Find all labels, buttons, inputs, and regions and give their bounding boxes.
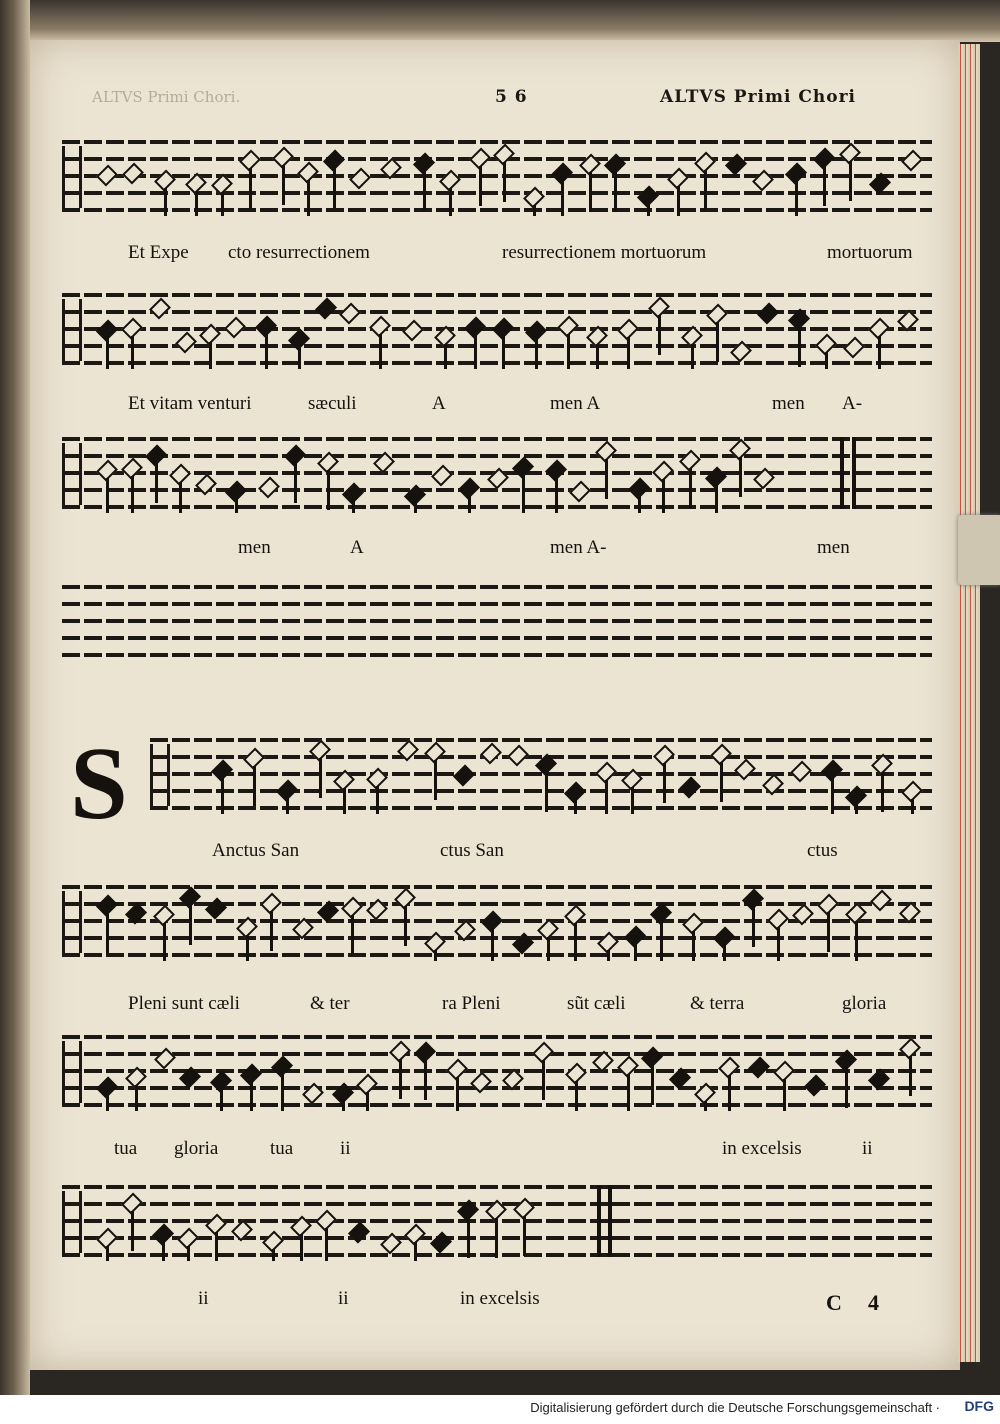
lyric-syllable: Anctus San	[212, 840, 300, 861]
note-stem	[249, 168, 252, 208]
note-stem	[575, 1081, 578, 1111]
note-stem	[342, 1101, 345, 1111]
note-stem	[424, 1060, 427, 1100]
note-stem	[881, 772, 884, 812]
lyric-line-6	[62, 993, 932, 1023]
note-stem	[689, 468, 692, 508]
page-number: 5 6	[495, 87, 528, 107]
note-stem	[272, 1249, 275, 1261]
lyric-syllable: men A	[550, 393, 601, 414]
lyric-syllable: ii	[338, 1288, 349, 1309]
note-stem	[221, 192, 224, 216]
c-clef-icon	[62, 146, 82, 208]
lyric-syllable: ctus	[807, 840, 838, 861]
note-stem	[647, 204, 650, 216]
note-stem	[479, 166, 482, 206]
note-stem	[135, 1085, 138, 1111]
final-barline	[840, 437, 844, 509]
note-stem	[319, 758, 322, 798]
note-stem	[627, 1074, 630, 1111]
lyric-syllable: & terra	[690, 993, 745, 1014]
note-stem	[547, 937, 550, 961]
lyric-line-3	[62, 537, 932, 567]
note-stem	[162, 1242, 165, 1261]
show-through-header: ALTVS Primi Chori.	[92, 88, 241, 106]
note-stem	[325, 1228, 328, 1261]
music-page	[30, 40, 960, 1370]
note-stem	[663, 763, 666, 803]
note-stem	[434, 760, 437, 800]
note-stem	[849, 161, 852, 201]
note-stem	[434, 950, 437, 961]
note-stem	[752, 907, 755, 947]
lyric-syllable: gloria	[174, 1138, 219, 1159]
note-stem	[307, 180, 310, 216]
c-clef-icon	[150, 744, 170, 806]
note-stem	[265, 334, 268, 369]
dfg-logo: DFG	[964, 1398, 994, 1414]
lyric-syllable: tua	[270, 1138, 294, 1159]
lyric-syllable: ra Pleni	[442, 993, 501, 1014]
note-stem	[589, 172, 592, 212]
note-stem	[878, 336, 881, 369]
note-stem	[352, 501, 355, 513]
signature-number: 4	[868, 1290, 879, 1315]
note-stem	[282, 165, 285, 205]
note-stem	[542, 1060, 545, 1100]
lyric-syllable: ii	[340, 1138, 351, 1159]
lyric-syllable: tua	[114, 1138, 138, 1159]
note-stem	[343, 788, 346, 814]
book-binding	[0, 0, 30, 1395]
lyric-line-2	[62, 393, 932, 423]
note-stem	[692, 931, 695, 961]
note-stem	[351, 915, 354, 955]
note-stem	[131, 336, 134, 369]
note-stem	[456, 1077, 459, 1111]
note-stem	[246, 935, 249, 961]
note-stem	[728, 1075, 731, 1111]
note-stem	[739, 457, 742, 497]
note-stem	[911, 799, 914, 814]
note-stem	[106, 338, 109, 369]
note-stem	[187, 1246, 190, 1261]
note-stem	[651, 1065, 654, 1105]
note-stem	[638, 496, 641, 513]
note-stem	[491, 929, 494, 961]
note-stem	[567, 334, 570, 369]
lyric-syllable: A	[350, 537, 364, 558]
note-stem	[704, 170, 707, 210]
lyric-syllable: men	[238, 537, 271, 558]
note-stem	[399, 1059, 402, 1099]
note-stem	[235, 499, 238, 513]
lyric-syllable: sæculi	[308, 393, 357, 414]
lyric-syllable: Pleni sunt cæli	[128, 993, 240, 1014]
note-stem	[106, 478, 109, 513]
note-stem	[163, 923, 166, 961]
note-stem	[195, 191, 198, 216]
note-stem	[631, 787, 634, 814]
lyric-syllable: in excelsis	[722, 1138, 802, 1159]
note-stem	[131, 476, 134, 513]
final-barline	[597, 1185, 601, 1257]
note-stem	[253, 766, 256, 806]
note-stem	[414, 503, 417, 513]
lyric-syllable: men A-	[550, 537, 607, 558]
note-stem	[634, 944, 637, 961]
note-stem	[677, 186, 680, 216]
note-stem	[379, 334, 382, 369]
note-stem	[179, 482, 182, 513]
note-stem	[605, 780, 608, 814]
note-stem	[798, 327, 801, 367]
note-stem	[827, 912, 830, 952]
lyric-syllable: ctus San	[440, 840, 504, 861]
note-stem	[561, 181, 564, 216]
note-stem	[502, 336, 505, 369]
note-stem	[831, 778, 834, 814]
staff-lines	[62, 585, 932, 657]
note-stem	[691, 344, 694, 369]
lyric-syllable: Et vitam venturi	[128, 393, 252, 414]
note-stem	[327, 470, 330, 510]
note-stem	[474, 335, 477, 369]
signature-mark: C	[826, 1290, 842, 1315]
note-stem	[164, 188, 167, 216]
c-clef-icon	[62, 1191, 82, 1253]
final-barline	[852, 437, 856, 509]
c-clef-icon	[62, 299, 82, 361]
note-stem	[523, 1216, 526, 1256]
note-stem	[221, 778, 224, 814]
lyric-line-5	[62, 840, 932, 870]
note-stem	[495, 1218, 498, 1258]
page-edges	[958, 44, 980, 1362]
note-stem	[607, 950, 610, 961]
footer-credit: Digitalisierung gefördert durch die Deutsche Forschungsgemeinschaft ·	[530, 1400, 940, 1415]
note-stem	[376, 786, 379, 814]
note-stem	[220, 1089, 223, 1111]
note-stem	[605, 459, 608, 499]
note-stem	[596, 344, 599, 369]
lyric-syllable: Et Expe	[128, 242, 189, 263]
note-stem	[423, 171, 426, 211]
note-stem	[298, 347, 301, 369]
note-stem	[250, 1082, 253, 1111]
note-stem	[783, 1079, 786, 1111]
note-stem	[281, 1074, 284, 1111]
lyric-syllable: A-	[842, 393, 863, 414]
book-top-edge	[0, 0, 1000, 42]
note-stem	[909, 1056, 912, 1096]
note-stem	[468, 496, 471, 513]
note-stem	[215, 1232, 218, 1261]
note-stem	[555, 478, 558, 513]
note-stem	[545, 772, 548, 812]
lyric-line-7	[62, 1138, 932, 1168]
note-stem	[723, 945, 726, 961]
note-stem	[825, 352, 828, 369]
lyric-syllable: A	[432, 393, 446, 414]
c-clef-icon	[62, 443, 82, 505]
note-stem	[715, 485, 718, 513]
note-stem	[294, 463, 297, 503]
page-tab	[958, 515, 1000, 585]
note-stem	[404, 906, 407, 946]
lyric-syllable: mortuorum	[827, 242, 913, 263]
c-clef-icon	[62, 891, 82, 953]
lyric-line-8	[62, 1288, 932, 1318]
note-stem	[444, 344, 447, 369]
running-title: ALTVS Primi Chori	[660, 87, 856, 107]
note-stem	[333, 168, 336, 208]
lyric-syllable: cto resurrectionem	[228, 242, 370, 263]
note-stem	[467, 1218, 470, 1258]
note-stem	[189, 905, 192, 945]
lyric-syllable: gloria	[842, 993, 887, 1014]
note-stem	[300, 1234, 303, 1261]
note-stem	[614, 172, 617, 212]
note-stem	[106, 1246, 109, 1261]
note-stem	[414, 1242, 417, 1261]
note-stem	[209, 342, 212, 369]
lyric-syllable: men	[772, 393, 805, 414]
lyric-syllable: & ter	[310, 993, 350, 1014]
note-stem	[704, 1101, 707, 1111]
note-stem	[660, 921, 663, 961]
note-stem	[855, 804, 858, 814]
note-stem	[366, 1092, 369, 1111]
lyric-syllable: in excelsis	[460, 1288, 540, 1309]
note-stem	[574, 923, 577, 961]
note-stem	[533, 205, 536, 216]
note-stem	[795, 181, 798, 216]
lyric-syllable: resurrectionem mortuorum	[502, 242, 707, 263]
lyric-syllable: men	[817, 537, 850, 558]
lyric-syllable: ii	[862, 1138, 873, 1159]
note-stem	[777, 927, 780, 961]
note-stem	[716, 322, 719, 362]
note-stem	[106, 913, 109, 953]
note-stem	[503, 162, 506, 202]
lyric-syllable: sũt cæli	[567, 993, 626, 1014]
lyric-line-1	[62, 242, 932, 272]
note-stem	[270, 911, 273, 951]
c-clef-icon	[62, 1041, 82, 1103]
note-stem	[662, 479, 665, 513]
note-stem	[855, 921, 858, 961]
note-stem	[131, 1211, 134, 1251]
note-stem	[535, 339, 538, 369]
note-stem	[627, 337, 630, 369]
note-stem	[574, 800, 577, 814]
final-barline	[608, 1185, 612, 1257]
staff-lines	[150, 738, 932, 810]
note-stem	[658, 315, 661, 355]
note-stem	[449, 188, 452, 216]
note-stem	[522, 475, 525, 513]
note-stem	[720, 762, 723, 802]
note-stem	[823, 166, 826, 206]
decorated-initial: S	[70, 726, 128, 841]
note-stem	[845, 1068, 848, 1108]
note-stem	[106, 1095, 109, 1111]
note-stem	[286, 798, 289, 814]
lyric-syllable: ii	[198, 1288, 209, 1309]
note-stem	[155, 463, 158, 503]
footer-bar	[0, 1395, 1000, 1424]
